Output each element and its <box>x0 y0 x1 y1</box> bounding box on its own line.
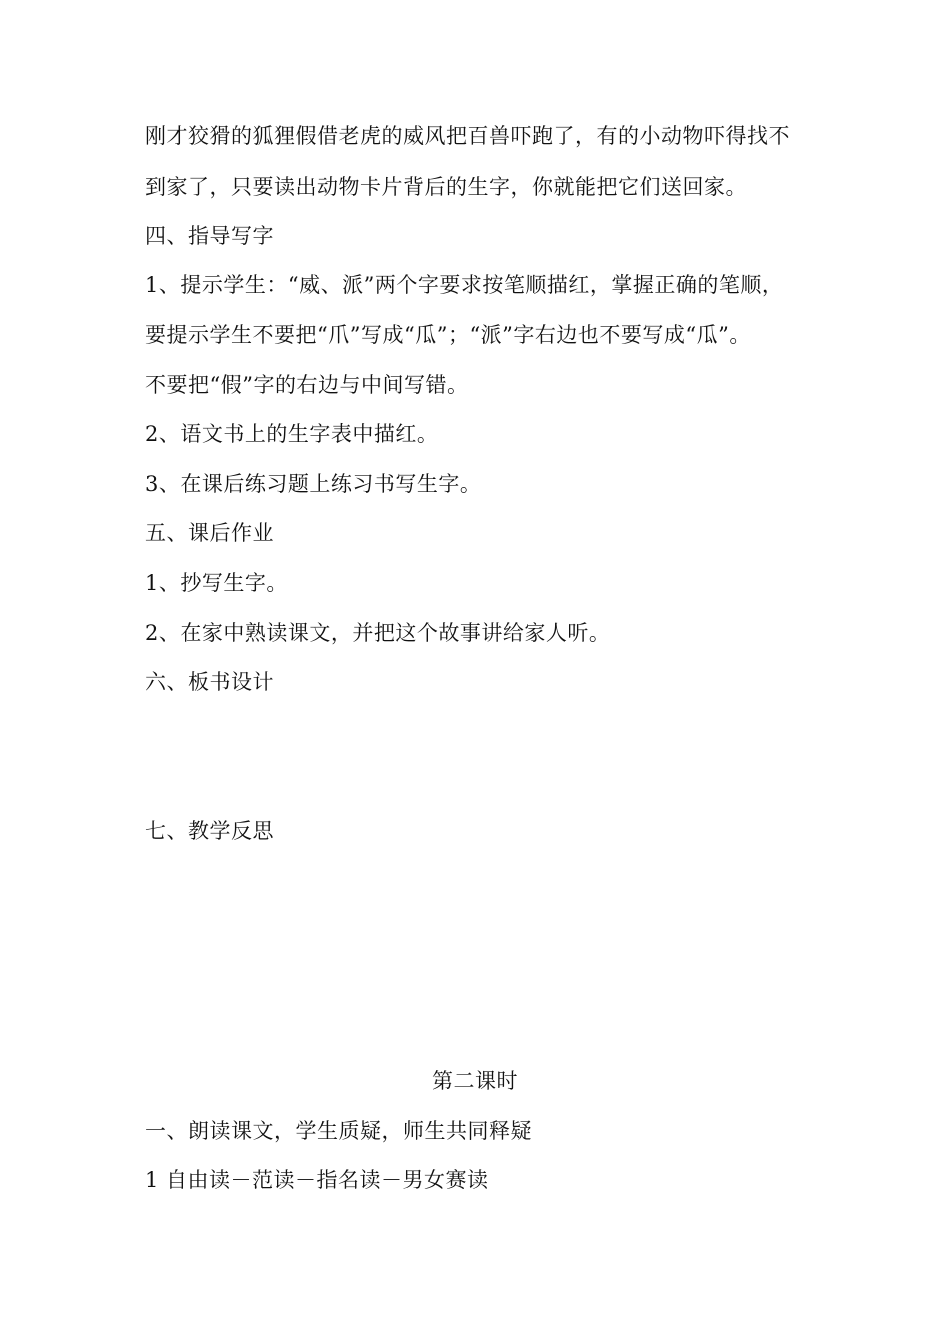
list-item: 3、在课后练习题上练习书写生字。 <box>145 472 482 496</box>
list-item: 2、在家中熟读课文，并把这个故事讲给家人听。 <box>145 621 611 645</box>
section-heading-reflection: 七、教学反思 <box>145 819 274 843</box>
paragraph-line: 要提示学生不要把“爪”写成“瓜”；“派”字右边也不要写成“瓜”。 <box>145 323 751 347</box>
section-heading-writing: 四、指导写字 <box>145 224 274 248</box>
section-heading-board-design: 六、板书设计 <box>145 670 274 694</box>
paragraph-line: 到家了，只要读出动物卡片背后的生字，你就能把它们送回家。 <box>145 175 747 199</box>
section-heading-reading: 一、朗读课文，学生质疑，师生共同释疑 <box>145 1119 532 1143</box>
list-item: 1 自由读－范读－指名读－男女赛读 <box>145 1168 489 1192</box>
paragraph-line: 不要把“假”字的右边与中间写错。 <box>145 373 469 397</box>
lesson-title: 第二课时 <box>432 1069 518 1093</box>
section-heading-homework: 五、课后作业 <box>145 521 274 545</box>
list-item: 1、抄写生字。 <box>145 571 288 595</box>
list-item: 2、语文书上的生字表中描红。 <box>145 422 439 446</box>
list-item: 1、提示学生：“威、派”两个字要求按笔顺描红，掌握正确的笔顺， <box>145 273 784 297</box>
paragraph-line: 刚才狡猾的狐狸假借老虎的威风把百兽吓跑了，有的小动物吓得找不 <box>145 124 790 148</box>
